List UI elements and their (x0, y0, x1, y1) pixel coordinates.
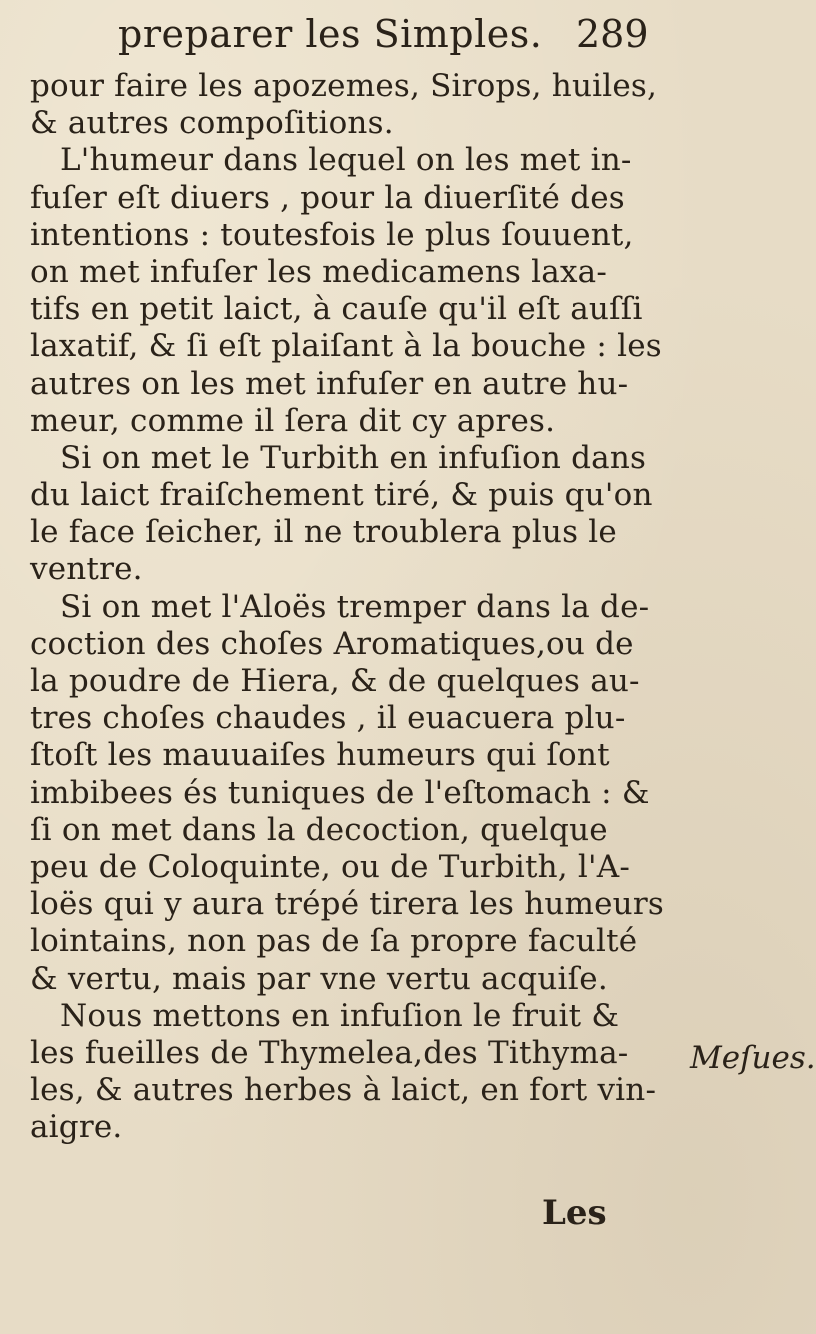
running-title: preparer les Simples. (118, 12, 543, 56)
page-number: 289 (576, 12, 649, 56)
marginal-note: Meſues. (690, 1040, 816, 1076)
text-line: peu de Coloquinte, ou de Turbith, l'A- (30, 848, 630, 885)
running-head (118, 12, 678, 62)
text-line: fuſer eſt diuers , pour la diuerſité des (30, 179, 625, 216)
text-line: tifs en petit laict, à cauſe qu'il eſt auſſi (30, 291, 643, 328)
text-line: le face ſeicher, il ne troublera plus le (30, 514, 617, 551)
text-line: pour faire les apozemes, Sirops, huiles, (30, 68, 658, 104)
text-line: tres choſes chaudes , il euacuera plu- (30, 700, 626, 737)
text-line: laxatif, & ſi eſt plaiſant à la bouche : les (30, 328, 662, 365)
text-line: intentions : toutesfois le plus ſouuent, (30, 216, 634, 253)
body-text (30, 68, 664, 1146)
text-line: ſi on met dans la decoction, quelque (30, 811, 608, 848)
text-line: ſtoſt les mauuaiſes humeurs qui ſont (30, 737, 610, 774)
catchword: Les (542, 1193, 607, 1233)
paragraph-start-line: L'humeur dans lequel on les met in- (60, 142, 632, 179)
text-line: imbibees és tuniques de l'eſtomach : & (30, 774, 650, 811)
text-line: meur, comme il ſera dit cy apres. (30, 402, 556, 439)
text-line: lointains, non pas de ſa propre faculté (30, 923, 638, 960)
text-line: ventre. (30, 551, 143, 588)
text-line: du laict fraiſchement tiré, & puis qu'on (30, 477, 653, 514)
text-line: aigre. (30, 1109, 123, 1146)
text-line: les fueilles de Thymelea,des Tithyma- (30, 1034, 629, 1071)
text-line: on met infuſer les medicamens laxa- (30, 253, 608, 290)
text-line: autres on les met infuſer en autre hu- (30, 365, 629, 402)
text-line: loës qui y aura trépé tirera les humeurs (30, 886, 664, 923)
text-line: coction des choſes Aromatiques,ou de (30, 625, 634, 662)
paragraph-start-line: Nous mettons en infuſion le fruit & (60, 997, 620, 1034)
text-line: la poudre de Hiera, & de quelques au- (30, 663, 640, 699)
paragraph-start-line: Si on met le Turbith en infuſion dans (60, 439, 647, 476)
text-line: & autres compoſitions. (30, 105, 394, 142)
paragraph-start-line: Si on met l'Aloës tremper dans la de- (60, 588, 650, 625)
text-line: les, & autres herbes à laict, en fort vin- (30, 1072, 657, 1109)
text-line: & vertu, mais par vne vertu acquiſe. (30, 960, 608, 997)
